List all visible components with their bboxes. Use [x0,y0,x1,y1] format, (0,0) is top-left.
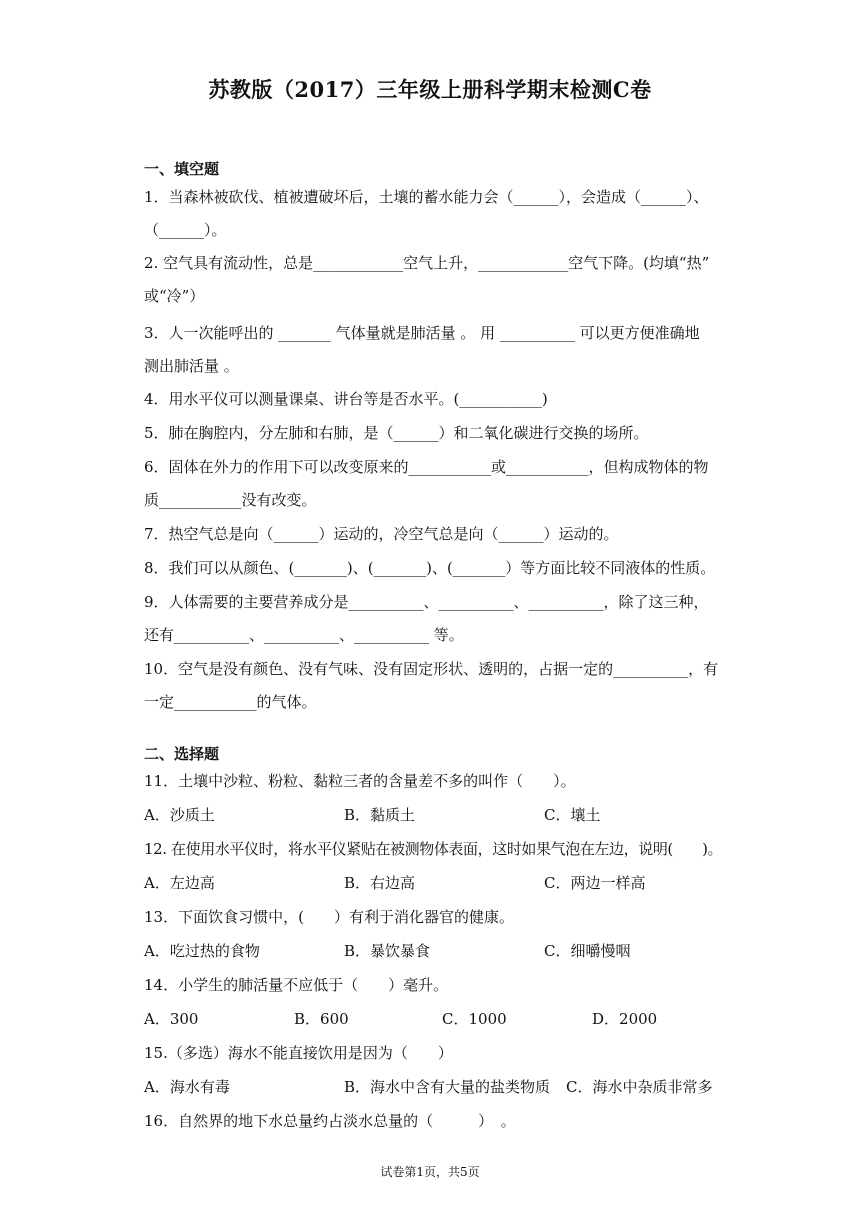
choice-question-stem: 14．小学生的肺活量不应低于（ ）毫升。 [144,976,449,994]
option-a: A．沙质土 [144,806,215,824]
option-c: C．壤土 [544,806,601,824]
question-line: 还有__________、__________、__________ 等。 [144,626,464,644]
question-line: 质___________没有改变。 [144,491,317,509]
choice-question-stem: 16．自然界的地下水总量约占淡水总量的（ ） 。 [144,1112,516,1130]
option-b: B．黏质土 [344,806,416,824]
option-b: B．右边高 [344,874,416,892]
question-line: 或“冷”） [144,287,205,305]
section-fill-blank-heading: 一、填空题 [144,160,220,178]
page-footer: 试卷第1页，共5页 [380,1165,480,1179]
question-line: 3．人一次能呼出的 _______ 气体量就是肺活量 。 用 __________ 可以更方便准确地 [144,324,700,342]
exam-title: 苏教版（2017）三年级上册科学期末检测C卷 [208,77,652,102]
question-line: 8．我们可以从颜色、(_______)、(_______)、(_______）等方面比较不同液体的性质。 [144,559,716,577]
option-c: C．海水中杂质非常多 [566,1078,713,1096]
option-c: C．细嚼慢咽 [544,942,631,960]
choice-options [144,804,724,826]
choice-options [144,940,724,962]
choice-options [144,872,724,894]
option-a: A．吃过热的食物 [144,942,260,960]
option-a: A．海水有毒 [144,1078,230,1096]
question-line: 测出肺活量 。 [144,357,239,375]
question-line: 6．固体在外力的作用下可以改变原来的___________或___________，但构成物体的物 [144,458,709,476]
question-line: 10．空气是没有颜色、没有气味、没有固定形状、透明的，占据一定的__________，有 [144,660,719,678]
choice-question-stem: 13．下面饮食习惯中，( ）有利于消化器官的健康。 [144,908,514,926]
option-b: B．600 [294,1010,349,1028]
choice-question-stem: 15.（多选）海水不能直接饮用是因为（ ） [144,1044,453,1062]
option-a: A．300 [144,1010,199,1028]
section-choice-heading: 二、选择题 [144,745,220,763]
option-c: C．两边一样高 [544,874,646,892]
option-d: D．2000 [592,1010,658,1028]
choice-question-stem: 11．土壤中沙粒、粉粒、黏粒三者的含量差不多的叫作（ ）。 [144,772,576,790]
question-line: 4．用水平仪可以测量课桌、讲台等是否水平。(___________) [144,390,548,408]
option-c: C．1000 [442,1010,507,1028]
question-line: 7．热空气总是向（______）运动的，冷空气总是向（______）运动的。 [144,525,619,543]
choice-question-stem: 12. 在使用水平仪时，将水平仪紧贴在被测物体表面，这时如果气泡在左边，说明( )。 [144,840,723,858]
option-b: B．暴饮暴食 [344,942,431,960]
question-line: （______）。 [144,221,227,239]
choice-options [144,1008,724,1030]
question-line: 一定___________的气体。 [144,693,317,711]
choice-options [144,1076,724,1098]
question-line: 1．当森林被砍伐、植被遭破坏后，土壤的蓄水能力会（______），会造成（______）、 [144,188,709,206]
question-line: 2. 空气具有流动性，总是____________空气上升，____________空气下降。(均填“热” [144,254,710,272]
question-line: 5．肺在胸腔内，分左肺和右肺，是（______）和二氧化碳进行交换的场所。 [144,424,649,442]
option-b: B．海水中含有大量的盐类物质 [344,1078,551,1096]
option-a: A．左边高 [144,874,215,892]
question-line: 9．人体需要的主要营养成分是__________、__________、__________，除了这三种， [144,593,709,611]
